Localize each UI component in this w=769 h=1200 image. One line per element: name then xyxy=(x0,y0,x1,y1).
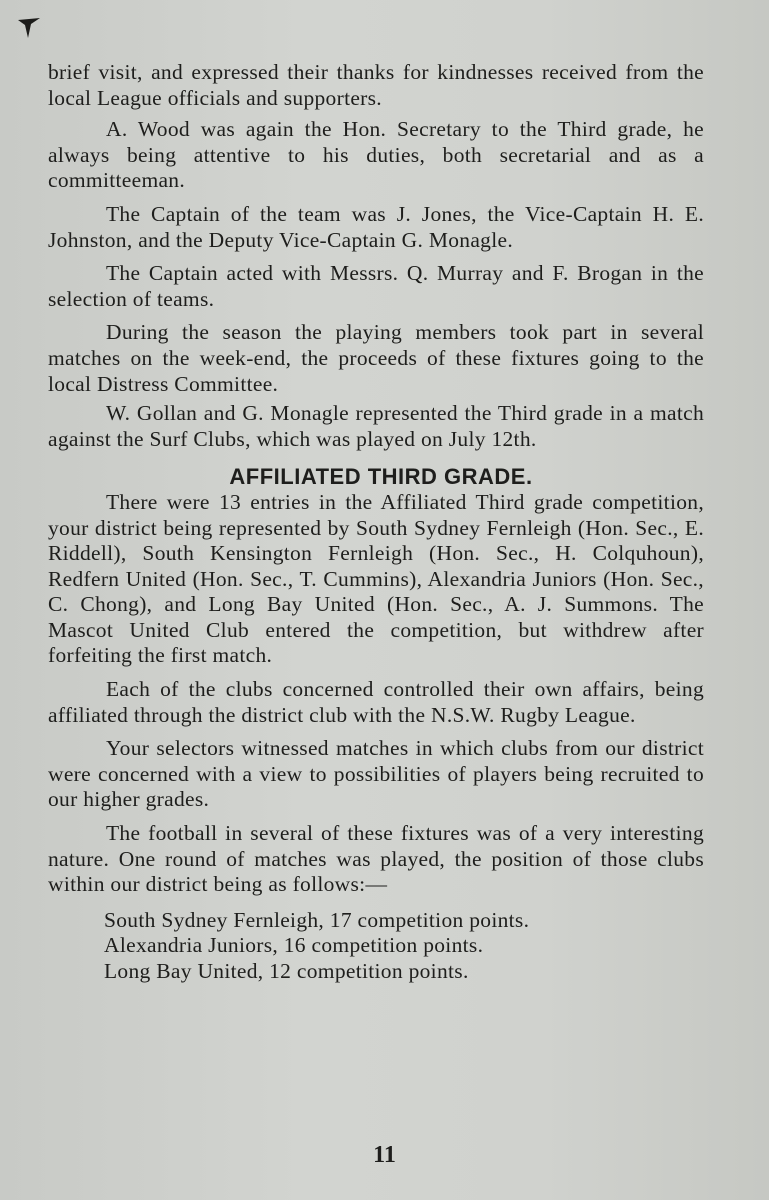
paragraph-representatives: W. Gollan and G. Monagle represented the Third grade in a match against the Surf Clubs, which was played on July 12th. xyxy=(48,401,704,451)
standings-list xyxy=(104,908,704,985)
paragraph-season: During the season the playing members took part in several matches on the week-end, the proceeds of these fixtures going to the local Distress Committee. xyxy=(48,320,704,396)
paragraph-clubs: Each of the clubs concerned controlled their own affairs, being affiliated through the district club with the N.S.W. Rugby League. xyxy=(48,677,704,727)
page-number: 11 xyxy=(373,1142,396,1168)
section-heading: AFFILIATED THIRD GRADE. xyxy=(229,464,533,490)
document-body xyxy=(48,60,704,985)
list-item: Alexandria Juniors, 16 competition points. xyxy=(104,933,484,958)
paragraph-captain: The Captain of the team was J. Jones, the Vice-Captain H. E. Johnston, and the Deputy Vice-Captain G. Monagle. xyxy=(48,201,704,252)
paragraph-selectors: Your selectors witnessed matches in which clubs from our district were concerned with a view to possibilities of players being recruited to our higher grades. xyxy=(48,736,704,812)
paragraph-entries: There were 13 entries in the Affiliated Third grade competition, your district being represented by South Sydney Fernleigh (Hon. Sec., E. Riddell), South Kensington Fernleigh (Hon. Sec., H. Colquhoun), Redfern United (Hon. Sec., T. Cummins), Alexandria Juniors (Hon. Sec., C. Chong), and Long Bay United (Hon. Sec., A. J. Summons. The Mascot United Club entered the competition, but withdrew after forfeiting the first match. xyxy=(48,489,704,668)
paragraph-selection: The Captain acted with Messrs. Q. Murray and F. Brogan in the selection of teams. xyxy=(48,261,704,311)
paragraph-football: The football in several of these fixtures was of a very interesting nature. One round of matches was played, the position of those clubs within our district being as follows:— xyxy=(48,821,704,897)
list-item: South Sydney Fernleigh, 17 competition points. xyxy=(104,907,530,932)
paragraph-secretary: A. Wood was again the Hon. Secretary to the Third grade, he always being attentive to his duties, both secretarial and as a committeeman. xyxy=(48,117,704,193)
corner-mark-icon xyxy=(16,14,42,40)
paragraph-visit: brief visit, and expressed their thanks for kindnesses received from the local League officials and supporters. xyxy=(48,60,704,110)
list-item: Long Bay United, 12 competition points. xyxy=(104,959,469,983)
